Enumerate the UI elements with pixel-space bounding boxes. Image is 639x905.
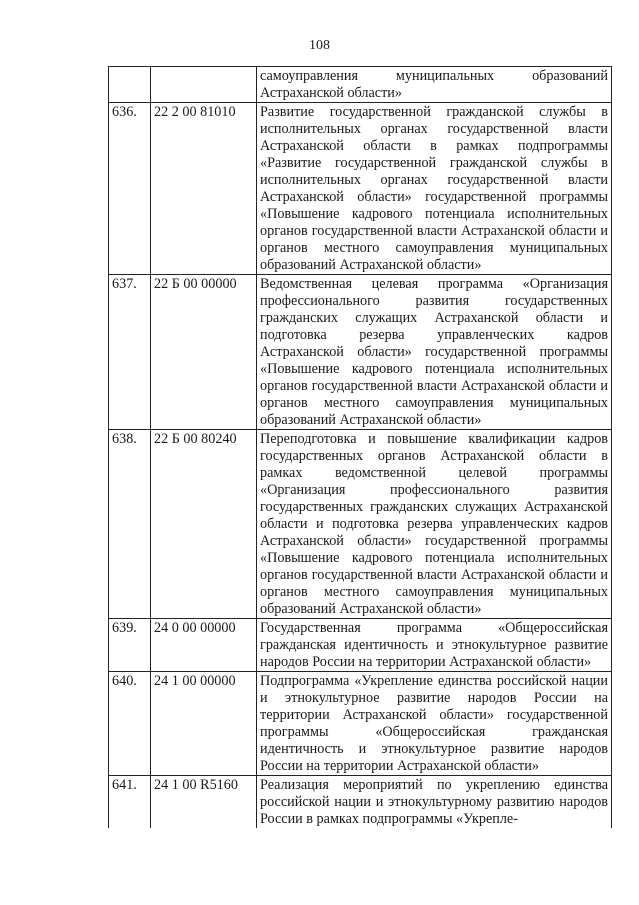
row-description: Развитие государственной гражданской службы в исполнительных органах государственной власти Астраханской области в рамках подпрограммы «Развитие государственной гражданской службы в исполнительных органах государственной власти Астраханской области» государственной программы «Повышение кадрового потенциала исполнительных органов государственной власти Астраханской области и органов местного самоуправления муниципальных образований Астраханской области» — [257, 103, 612, 275]
row-description: Ведомственная целевая программа «Организация профессионального развития государственных гражданских служащих Астраханской области и подготовка резерва управленческих кадров Астраханской области» государственной программы «Повышение кадрового потенциала исполнительных органов государственной власти Астраханской области и органов местного самоуправления муниципальных образований Астраханской области» — [257, 275, 612, 430]
table-row — [109, 672, 612, 776]
row-number: 638. — [109, 430, 151, 619]
row-description: Переподготовка и повышение квалификации кадров государственных органов Астраханской области в рамках ведомственной целевой программы «Организация профессионального развития государственных гражданских служащих Астраханской области и подготовка резерва управленческих кадров Астраханской области» государственной программы «Повышение кадрового потенциала исполнительных органов государственной власти Астраханской области и органов местного самоуправления муниципальных образований Астраханской области» — [257, 430, 612, 619]
row-number — [109, 67, 151, 103]
row-number: 637. — [109, 275, 151, 430]
row-description: Подпрограмма «Укрепление единства российской нации и этнокультурное развитие народов России на территории Астраханской области» государственной программы «Общероссийская гражданская идентичность и этнокультурное развитие народов России на территории Астраханской области» — [257, 672, 612, 776]
page-number: 108 — [309, 38, 330, 53]
row-code: 22 2 00 81010 — [151, 103, 257, 275]
table-row — [109, 430, 612, 619]
table-row — [109, 619, 612, 672]
table-row — [109, 103, 612, 275]
row-code: 22 Б 00 80240 — [151, 430, 257, 619]
table-row — [109, 67, 612, 103]
row-description: Реализация мероприятий по укреплению единства российской нации и этнокультурному развитию народов России в рамках подпрограммы «Укрепле- — [257, 776, 612, 829]
row-code: 24 1 00 R5160 — [151, 776, 257, 829]
row-code: 22 Б 00 00000 — [151, 275, 257, 430]
row-number: 639. — [109, 619, 151, 672]
table-row — [109, 275, 612, 430]
row-number: 641. — [109, 776, 151, 829]
classification-table — [108, 66, 612, 828]
row-description: Государственная программа «Общероссийская гражданская идентичность и этнокультурное развитие народов России на территории Астраханской области» — [257, 619, 612, 672]
row-code — [151, 67, 257, 103]
row-code: 24 1 00 00000 — [151, 672, 257, 776]
row-description: самоуправления муниципальных образований Астраханской области» — [257, 67, 612, 103]
row-code: 24 0 00 00000 — [151, 619, 257, 672]
table-row — [109, 776, 612, 829]
row-number: 636. — [109, 103, 151, 275]
row-number: 640. — [109, 672, 151, 776]
